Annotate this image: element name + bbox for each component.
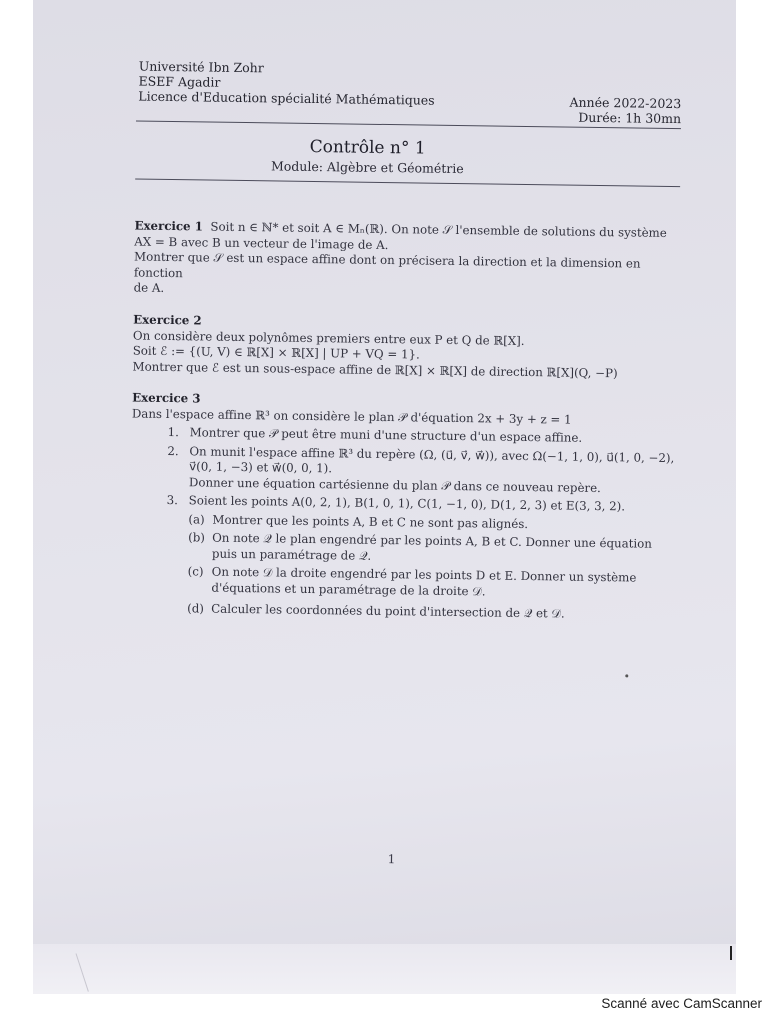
- exercise-1: [134, 219, 680, 304]
- page-number: 1: [387, 852, 396, 867]
- exercise-3: [129, 390, 677, 623]
- exercise-3-subitem-b: [130, 529, 675, 568]
- item-text: Montrer que 𝒫 peut être muni d'une structure d'un espace affine.: [189, 425, 583, 445]
- exercise-1-line-3: Montrer que 𝒮 est un espace affine dont on précisera la direction et la dimension en fonction: [133, 249, 641, 280]
- exam-title: Contrôle n° 1: [309, 136, 426, 159]
- academic-year: Année 2022-2023: [569, 94, 682, 112]
- title-divider: [135, 179, 680, 188]
- scanned-page: [33, 0, 736, 994]
- item-text-continued: Donner une équation cartésienne du plan 𝒫 dans ce nouveau repère.: [188, 474, 601, 495]
- item-number: 2.: [167, 443, 179, 458]
- exercise-2: [132, 312, 678, 382]
- subitem-text: On note 𝒟 la droite engendré par les points D et E. Donner un système d'équations et un paramétrage de la droite 𝒟.: [211, 564, 637, 598]
- exercise-2-line-3: Montrer que ℰ est un sous-espace affine de ℝ[X] × ℝ[X] de direction ℝ[X](Q, −P): [132, 358, 618, 380]
- exercise-2-line-1: On considère deux polynômes premiers entre eux P et Q de ℝ[X].: [132, 327, 525, 348]
- school-name: ESEF Agadir: [138, 73, 221, 90]
- exercise-3-title: Exercice 3: [132, 390, 201, 406]
- subitem-letter: (c): [187, 564, 204, 579]
- exercise-1-line-1: Soit n ∈ ℕ* et soit A ∈ Mₙ(ℝ). On note 𝒮 l'ensemble de solutions du système: [210, 219, 667, 240]
- exercise-1-line-4: de A.: [133, 280, 165, 295]
- item-text: Soient les points A(0, 2, 1), B(1, 0, 1), C(1, −1, 0), D(1, 2, 3) et E(3, 3, 2).: [188, 493, 626, 514]
- exam-duration: Durée: 1h 30mn: [578, 109, 682, 127]
- subitem-text: Montrer que les points A, B et C ne sont pas alignés.: [212, 512, 529, 531]
- subitem-text: Calculer les coordonnées du point d'intersection de 𝒬 et 𝒟.: [211, 601, 565, 621]
- program-name: Licence d'Education spécialité Mathématiques: [138, 88, 435, 108]
- exam-meta: [566, 95, 681, 127]
- item-text: On munit l'espace affine ℝ³ du repère (Ω, (u⃗, v⃗, w⃗)), avec Ω(−1, 1, 0), u⃗(1, 0, −2), v⃗(0, 1, −3) et w⃗(0, 0, 1).: [189, 443, 675, 476]
- module-name: Module: Algèbre et Géométrie: [270, 158, 464, 177]
- university-name: Université Ibn Zohr: [138, 58, 264, 76]
- exercise-1-line-2: AX = B avec B un vecteur de l'image de A.: [134, 234, 389, 252]
- item-number: 3.: [166, 492, 179, 508]
- subitem-text: On note 𝒬 le plan engendré par les points A, B et C. Donner une équation puis un paramétrage de 𝒬.: [211, 530, 653, 563]
- scan-bottom-edge: [33, 944, 736, 994]
- exercise-3-subitem-c: [129, 563, 674, 602]
- exercise-1-title: Exercice 1: [134, 218, 204, 234]
- ink-speck: [625, 674, 628, 677]
- item-number: 1.: [167, 424, 180, 440]
- exercise-3-intro: Dans l'espace affine ℝ³ on considère le plan 𝒫 d'équation 2x + 3y + z = 1: [131, 405, 572, 427]
- subitem-letter: (b): [188, 530, 206, 545]
- subitem-letter: (d): [187, 601, 205, 616]
- exercise-2-line-2: Soit ℰ := {(U, V) ∈ ℝ[X] × ℝ[X] | UP + VQ = 1}.: [132, 343, 420, 362]
- exercise-3-subitem-d: [129, 600, 674, 623]
- institution-header: [138, 59, 435, 108]
- subitem-letter: (a): [188, 511, 205, 527]
- exercise-2-title: Exercice 2: [133, 312, 202, 328]
- camscanner-watermark: Scanné avec CamScanner: [601, 996, 762, 1011]
- scan-corner-mark: [730, 946, 732, 960]
- exam-sheet: [33, 0, 736, 994]
- exercise-3-item-2: [131, 443, 677, 497]
